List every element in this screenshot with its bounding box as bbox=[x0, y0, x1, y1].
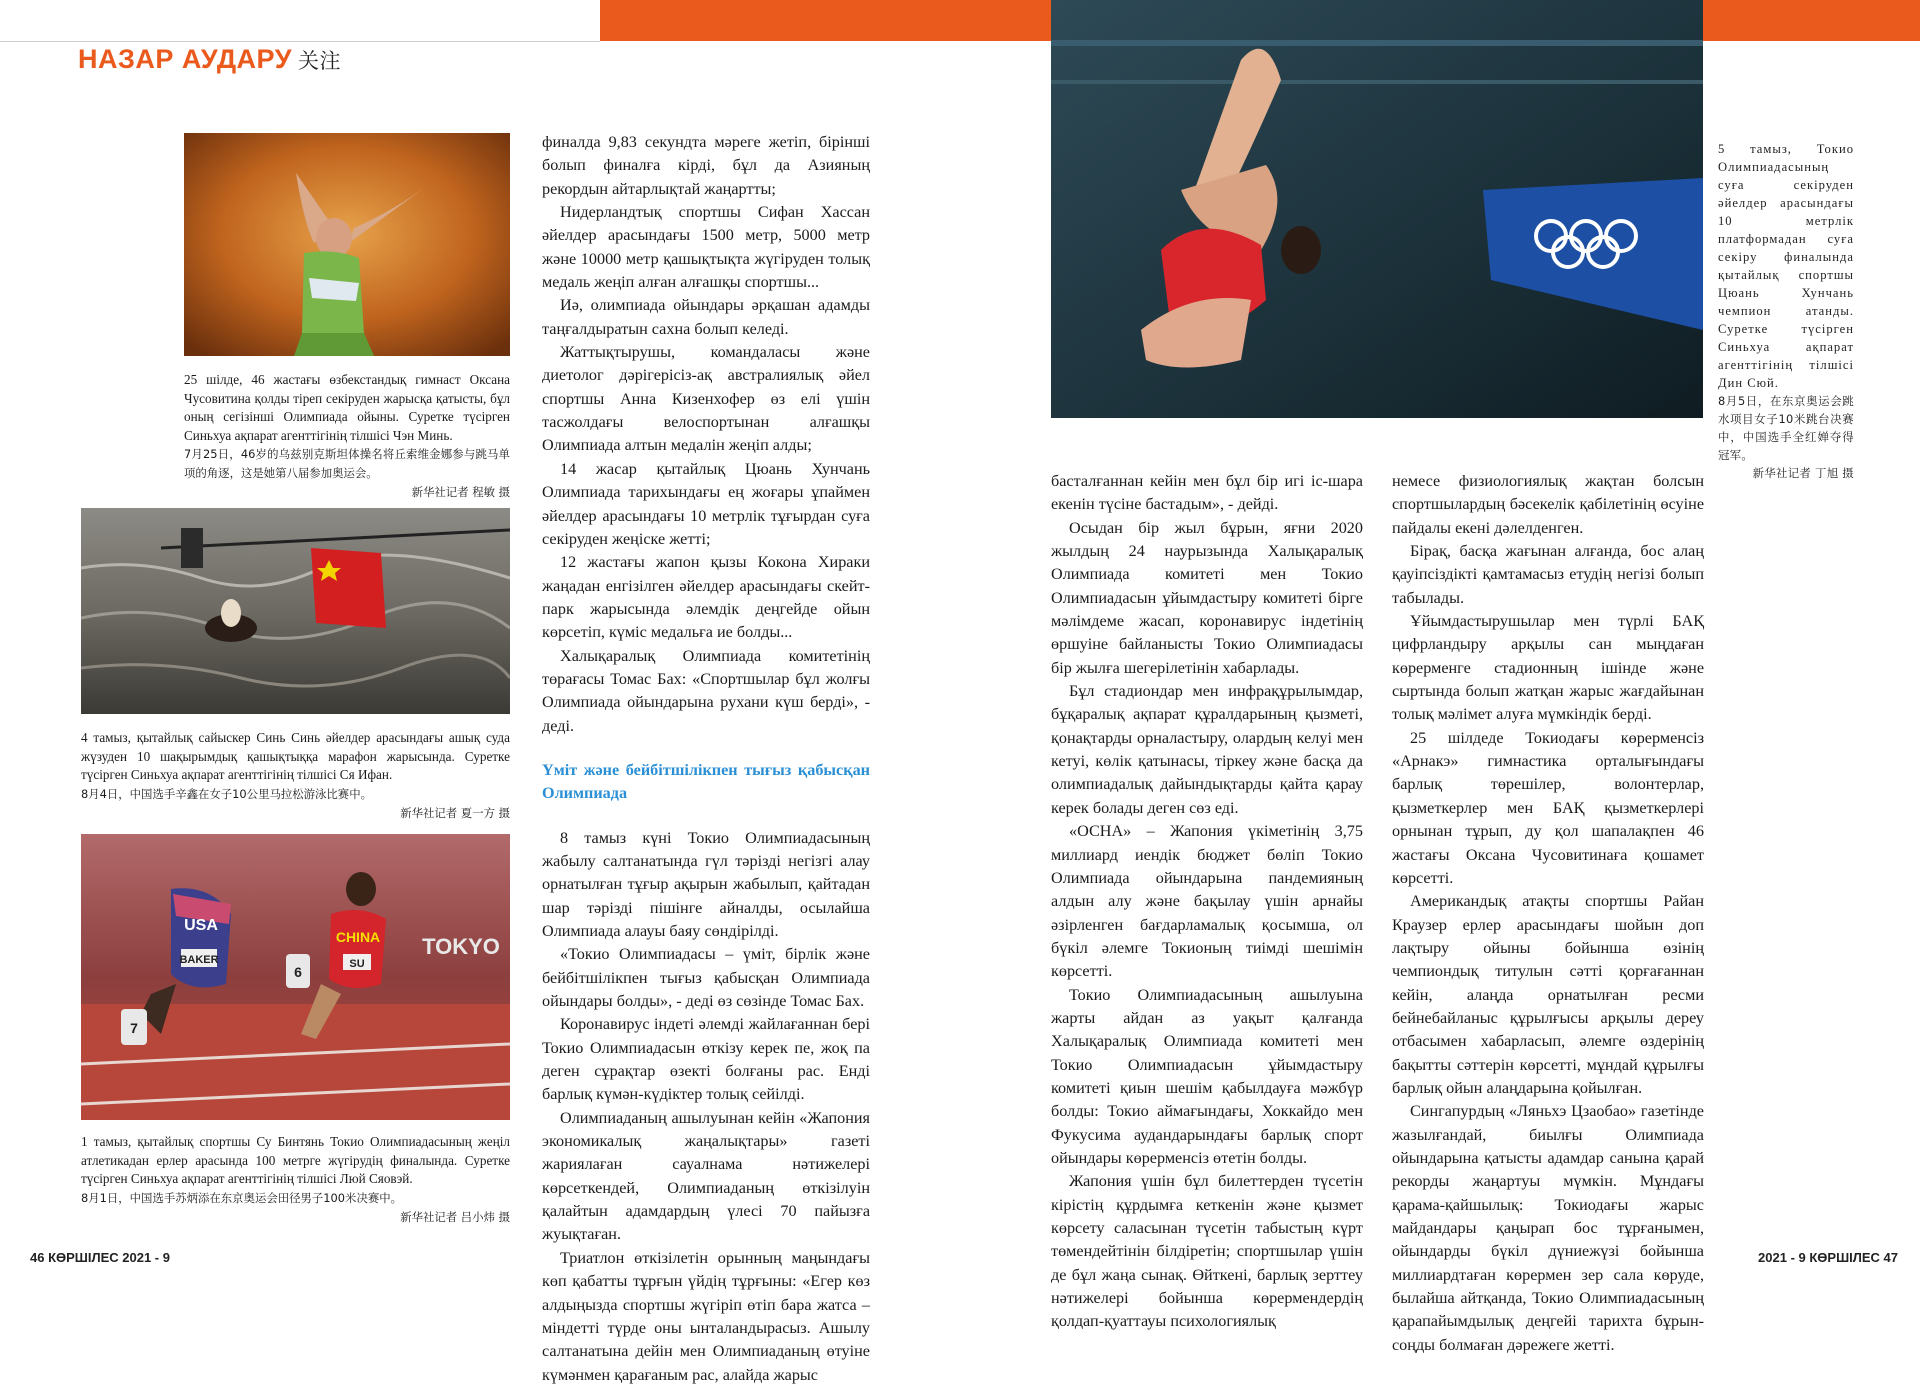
photo-swimmer bbox=[81, 508, 510, 714]
bib-china: CHINA bbox=[335, 929, 381, 945]
lane-number-china: 6 bbox=[294, 964, 302, 980]
paragraph: Нидерландтық спортшы Сифан Хассан әйелдер арасындағы 1500 метр, 5000 метр және 10000 метр қашықтықта жүгіруден толық медаль жеңіп алған алғашқы спортшы... bbox=[542, 203, 870, 292]
top-accent-bar-right bbox=[1703, 0, 1920, 41]
header-rule bbox=[0, 41, 600, 42]
paragraph: Жапония үшін бұл билеттерден түсетін кірістің құрдымға кеткенін және қызмет көрсету саласынан түсетін табыстың күрт төмендейтінін білдіретін; спортшылар үшін де бұл жаңа сынақ. Өйткені, барлық зерттеу нәтижелері бойынша көрермендердің қолдап-қуаттауы психологиялық bbox=[1051, 1172, 1363, 1331]
photo-credit: 新华社记者 夏一方 摄 bbox=[400, 805, 510, 820]
caption-text: 4 тамыз, қытайлық сайыскер Синь Синь әйелдер арасындағы ашық суда жүзуден 10 шақырымдық қашықтыққа марафон жарысында. Суретке түсірген Синьхуа ақпарат агенттігінің тілшісі Ся Ифан. bbox=[81, 730, 510, 783]
photo-sprinters bbox=[81, 834, 510, 1120]
section-title-kz: НАЗАР АУДАРУ bbox=[78, 44, 292, 74]
photo-gymnast-caption bbox=[184, 371, 510, 502]
footer-right-page-number: 2021 - 9 КӨРШІЛЕС 47 bbox=[1758, 1250, 1898, 1265]
paragraph: Бірақ, басқа жағынан алғанда, бос алаң қауіпсіздікті қамтамасыз етудің негізі болып табылады. bbox=[1392, 542, 1704, 607]
paragraph: Американдық атақты спортшы Райан Краузер ерлер арасындағы шойын доп лақтыру ойыны бойынша өзінің чемпиондық титулын сәтті қорғағаннан кейін, алаңда орнатылған ресми бейнебайланыс құрылғысы арқылы дереу отбасымен хабарласып, әлемге өздерінің бақытты сәттерін көрсетті, мұндай құрылғы барлық ойын алаңдарына қойылған. bbox=[1392, 892, 1704, 1097]
paragraph: 25 шілдеде Токиодағы көрерменсіз «Арнакэ» гимнастика орталығындағы барлық төрешілер, волонтерлар, қызметкерлер мен БАҚ қызметкерлері орнынан тұрып, ду қол шапалақпен 46 жастағы Оксана Чусовитинаға қошамет көрсетті. bbox=[1392, 728, 1704, 887]
paragraph: 14 жасар қытайлық Цюань Хунчань Олимпиада тарихындағы ең жоғары ұпаймен әйелдер арасындағы 10 метрлік тұғырдан суға секіруден жеңіске жетті; bbox=[542, 459, 870, 548]
paragraph: Сингапурдың «Ляньхэ Цзаобао» газетінде жазылғандай, биылғы Олимпиада ойындарына қатысты адамдар санына қарай рекорды жаңартуы мүмкін. Мұндағы қарама-қайшылық: Токиодағы жарыс майдандары қаңырап бос тұрғанымен, ойындарды бүкіл дүниежүзі бойынша миллиардтаған көрермен зер сала көруде, былайша айтқанда, Токио Олимпиадасының қарапайымдылық деңгейі тарихта бұрын-соңды болмаған дәрежеге жетті. bbox=[1392, 1102, 1704, 1354]
lane-number-usa: 7 bbox=[130, 1020, 138, 1036]
paragraph: 8 тамыз күні Токио Олимпиадасының жабылу салтанатында гүл тәрізді негізгі алау орнатылған тұғыр ақырын жабылып, қайтадан шар тәрізді пішінге айналды, осылайша Олимпиада алауы баяу сөндірілді. bbox=[542, 828, 870, 940]
photo-diver bbox=[1051, 0, 1703, 418]
tokyo-sign: TOKYO bbox=[422, 934, 500, 959]
footer-left-page-number: 46 КӨРШІЛЕС 2021 - 9 bbox=[30, 1250, 170, 1265]
section-title bbox=[78, 44, 341, 75]
article-column-1 bbox=[542, 131, 870, 1387]
paragraph: Халықаралық Олимпиада комитетінің төрағасы Томас Бах: «Спортшылар бұл жолғы Олимпиада ойындарына рухани күш берді», - деді. bbox=[542, 646, 870, 735]
photo-sprinters-caption bbox=[81, 1133, 510, 1227]
photo-credit: 新华社记者 吕小炜 摄 bbox=[400, 1209, 510, 1224]
photo-gymnast bbox=[184, 133, 510, 356]
subheading: Үміт және бейбітшілікпен тығыз қабысқан Олимпиада bbox=[542, 760, 870, 803]
paragraph: Триатлон өткізілетін орынның маңындағы көп қабатты тұрғын үйдің тұрғыны: «Егер көз алдыңызда спортшы жүгіріп өтіп бара жатса – міндетті түрде оны ынталандырасыз. Ашылу салтанатына дейін мен Олимпиаданың өтуіне күмәнмен қарағаным рас, алайда жарыс bbox=[542, 1248, 870, 1384]
paragraph: Коронавирус індеті әлемді жайлағаннан бері Токио Олимпиадасын өткізу керек пе, жоқ па деген сұрақтар өзекті болғаны рас. Енді барлық күмән-күдіктер толық сейілді. bbox=[542, 1015, 870, 1104]
paragraph: Олимпиаданың ашылуынан кейін «Жапония экономикалық жаңалықтары» газеті жариялаған сауалнама нәтижелері көрсеткендей, Олимпиаданың өткізілуін қалайтын адамдардың үлесі 70 пайызға жуықтаған. bbox=[542, 1108, 870, 1244]
section-title-cn: 关注 bbox=[298, 49, 341, 73]
bib-baker: BAKER bbox=[179, 954, 219, 966]
caption-text: 25 шілде, 46 жастағы өзбекстандық гимнаст Оксана Чусовитина қолды тіреп секіруден жарысқа қатысты, бұл оның сегізінші Олимпиада ойыны. Суретке түсірген Синьхуа ақпарат агенттігінің тілшісі Чэн Минь. bbox=[184, 372, 510, 443]
top-accent-bar-left bbox=[600, 0, 1054, 41]
paragraph: Осыдан бір жыл бұрын, яғни 2020 жылдың 24 наурызында Халықаралық Олимпиада комитеті мен Токио Олимпиадасын ұйымдастыру комитеті бірге мәлімдеме жасап, коронавирус індетінің өршуіне байланысты Токио Олимпиадасы бір жылға шегерілетінін хабарлады. bbox=[1051, 518, 1363, 677]
caption-text: 5 тамыз, Токио Олимпиадасының суға секіруден әйелдер арасындағы 10 метрлік платформадан суға секіру финалында қытайлық спортшы Цюань Хунчань чемпион атанды. Суретке түсірген Синьхуа ақпарат агенттігінің тілшісі Дин Сюй. bbox=[1718, 142, 1854, 390]
caption-text-cn: 7月25日，46岁的乌兹别克斯坦体操名将丘索维金娜参与跳马单项的角逐，这是她第八届参加奥运会。 bbox=[184, 447, 510, 481]
caption-text-cn: 8月5日，在东京奥运会跳水项目女子10米跳台决赛中，中国选手全红婵夺得冠军。 bbox=[1718, 394, 1854, 462]
photo-credit: 新华社记者 程敏 摄 bbox=[411, 485, 510, 500]
bib-usa: USA bbox=[184, 917, 218, 934]
paragraph: «Токио Олимпиадасы – үміт, бірлік және бейбітшілікпен тығыз қабысқан Олимпиада ойындары болды», - деді өз сөзінде Томас Бах. bbox=[542, 945, 870, 1011]
caption-text-cn: 8月1日，中国选手苏炳添在东京奥运会田径男子100米决赛中。 bbox=[81, 1190, 403, 1205]
paragraph: 12 жастағы жапон қызы Кокона Хираки жаңадан енгізілген әйелдер арасындағы скейт-парк жарысында әлемдік деңгейде ойын көрсетіп, күміс медальға ие болды... bbox=[542, 553, 870, 642]
article-column-2 bbox=[1051, 470, 1363, 1334]
paragraph: Бұл стадиондар мен инфрақұрылымдар, бұқаралық ақпарат құралдарының қызметі, қонақтарды орналастыру, олардың келуі мен кетуі, көлік қатынасы, тіркеу және басқа да олимпиадалық дайындықтарды қайта қарау керек болады деген сөз еді. bbox=[1051, 682, 1363, 817]
caption-text-cn: 8月4日，中国选手辛鑫在女子10公里马拉松游泳比赛中。 bbox=[81, 786, 372, 801]
photo-diver-caption bbox=[1718, 140, 1854, 482]
bib-su: SU bbox=[349, 958, 365, 970]
photo-credit: 新华社记者 丁旭 摄 bbox=[1752, 466, 1854, 480]
photo-swimmer-caption bbox=[81, 729, 510, 823]
paragraph: Жаттықтырушы, командаласы және диетолог дәрігерісіз-ақ австралиялық әйел спортшы Анна Кизенхофер өз елі үшін тасжолдағы велоспортынан алғашқы Олимпиада алтын медалін жеңіп алды; bbox=[542, 343, 870, 455]
paragraph: Иә, олимпиада ойындары әрқашан адамды таңғалдыратын сахна болып келеді. bbox=[542, 296, 870, 338]
caption-text: 1 тамыз, қытайлық спортшы Су Бинтянь Токио Олимпиадасының жеңіл атлетикадан ерлер арасында 100 метрге жүгірудің финалында. Суретке түсірген Синьхуа ақпарат агенттігінің тілшісі Люй Сяовэй. bbox=[81, 1134, 510, 1187]
paragraph: Ұйымдастырушылар мен түрлі БАҚ цифрландыру арқылы сан мыңдаған көрерменге стадионның ішінде және сыртында болып жатқан жарыс жағдайынан толық мәлімет алуға мүмкіндік берді. bbox=[1392, 612, 1704, 724]
paragraph: Токио Олимпиадасының ашылуына жарты айдан аз уақыт қалғанда Халықаралық Олимпиада комитеті мен Токио Олимпиадасын ұйымдастыру комитеті қиын шешім қабылдауға мәжбүр болды: Токио аймағындағы, Хоккайдо мен Фукусима аудандарындағы барлық спорт ойындары көрерменсіз өтетін болды. bbox=[1051, 985, 1363, 1167]
article-column-3 bbox=[1392, 470, 1704, 1357]
paragraph: немесе физиологиялық жақтан болсын спортшылардың бәсекелік қабілетінің өсуіне пайдалы екені дәлелденген. bbox=[1392, 472, 1704, 537]
paragraph: «ОСНА» – Жапония үкіметінің 3,75 миллиард иендік бюджет бөліп Токио Олимпиада ойындарына пандемияның алдын алу және бақылау үшін арнайы әзірленген бағдарламалық қосымша, ол бүкіл әлемге Токионың тиімді шешімін көрсетті. bbox=[1051, 822, 1363, 981]
paragraph: финалда 9,83 секундта мәреге жетіп, бірінші болып финалға кірді, бұл да Азияның рекордын айтарлықтай жаңартты; bbox=[542, 133, 870, 198]
paragraph: басталғаннан кейін мен бұл бір игі іс-шара екенін түсіне бастадым», - дейді. bbox=[1051, 472, 1363, 514]
